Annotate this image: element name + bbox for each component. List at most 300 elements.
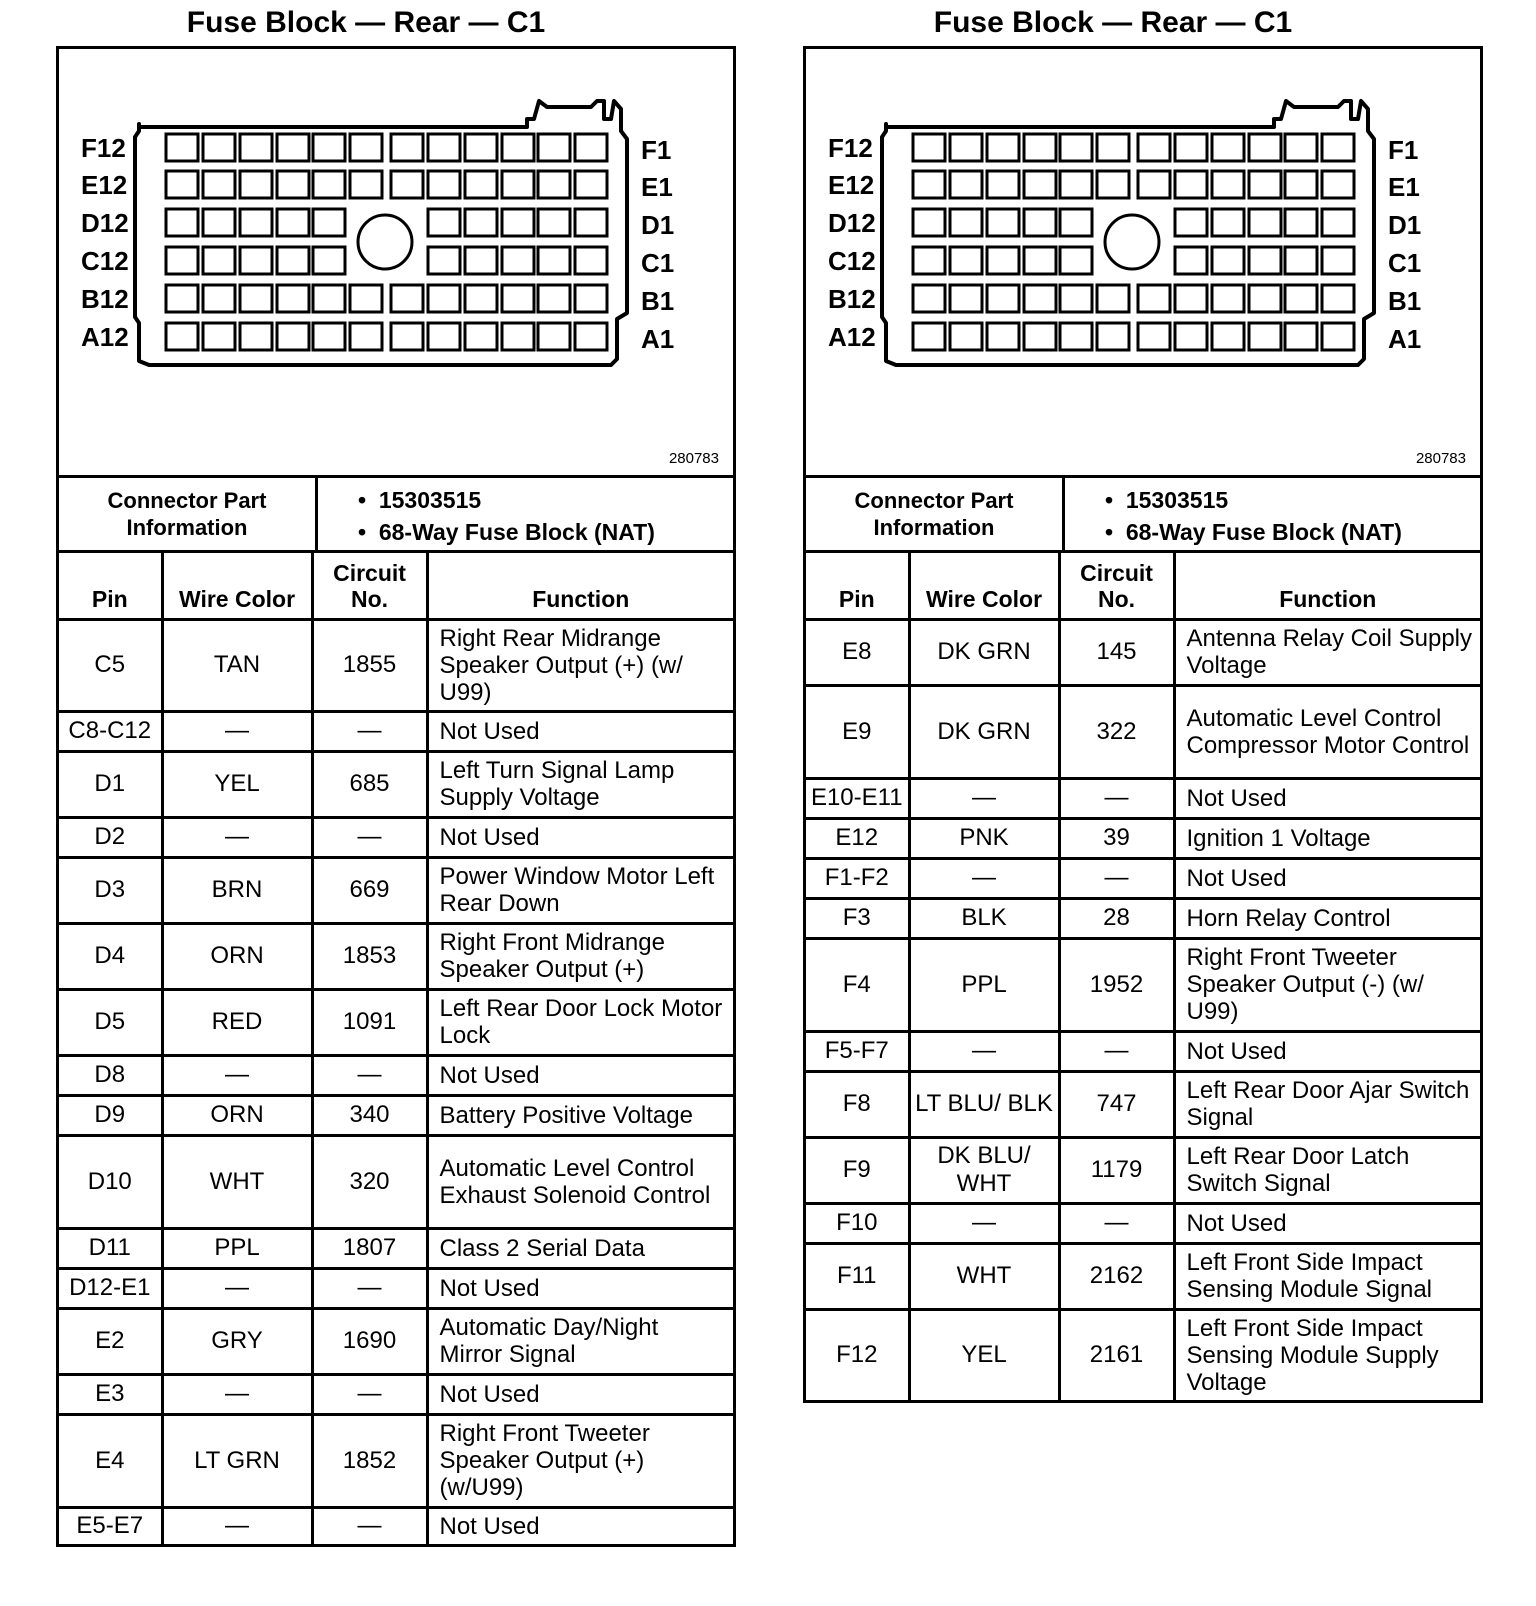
terminal-cavity <box>428 247 460 274</box>
circuit-cell: 747 <box>1059 1071 1174 1137</box>
terminal-cavity <box>1322 323 1354 350</box>
part-number: • 15303515 <box>1105 487 1229 513</box>
function-cell: Left Front Side Impact Sensing Module Signal <box>1174 1243 1480 1309</box>
wire-color-cell: LT BLU/ BLK <box>909 1071 1059 1137</box>
pin-cell: F5-F7 <box>806 1031 909 1071</box>
circuit-cell: — <box>1059 1031 1174 1071</box>
terminal-cavity <box>1060 323 1092 350</box>
terminal-cavity <box>1285 171 1317 198</box>
terminal-cavity <box>428 134 460 161</box>
terminal-cavity <box>1322 134 1354 161</box>
table-row <box>806 938 1480 1031</box>
terminal-cavity <box>203 285 235 312</box>
table-row <box>806 818 1480 858</box>
terminal-cavity <box>1175 171 1207 198</box>
terminal-cavity <box>502 171 534 198</box>
circuit-cell: — <box>1059 858 1174 898</box>
col-header-circuit-no: Circuit No. <box>312 553 427 619</box>
terminal-cavity <box>465 134 497 161</box>
connector-info-label: Connector Part Information <box>59 478 318 550</box>
row-label-left: A12 <box>81 322 129 352</box>
terminal-cavity <box>950 323 982 350</box>
terminal-cavity <box>1212 323 1244 350</box>
connector-face-drawing <box>806 49 1480 475</box>
circuit-cell: 1690 <box>312 1308 427 1374</box>
pin-cell: D2 <box>59 817 162 857</box>
connector-diagram <box>806 49 1480 478</box>
table-row <box>806 1031 1480 1071</box>
terminal-cavity <box>1322 171 1354 198</box>
pin-cell: E10-E11 <box>806 778 909 818</box>
function-cell: Left Rear Door Latch Switch Signal <box>1174 1137 1480 1203</box>
wire-color-cell: ORN <box>162 1095 312 1135</box>
terminal-cavity <box>913 171 945 198</box>
circuit-cell: 685 <box>312 751 427 817</box>
pinout-table <box>806 553 1480 1400</box>
row-label-right: E1 <box>641 172 673 202</box>
terminal-cavity <box>1024 134 1056 161</box>
table-row <box>59 989 733 1055</box>
col-header-pin: Pin <box>806 553 909 619</box>
part-description: • 68-Way Fuse Block (NAT) <box>358 519 655 545</box>
circuit-cell: — <box>312 1055 427 1095</box>
wire-color-cell: — <box>162 711 312 751</box>
function-cell: Not Used <box>1174 778 1480 818</box>
row-label-left: F12 <box>81 133 126 163</box>
wire-color-cell: ORN <box>162 923 312 989</box>
pin-cell: D8 <box>59 1055 162 1095</box>
terminal-cavity <box>502 134 534 161</box>
wire-color-cell: — <box>909 1203 1059 1243</box>
function-cell: Right Front Tweeter Speaker Output (-) (w/ U99) <box>1174 938 1480 1031</box>
pinout-table <box>59 553 733 1544</box>
terminal-cavity <box>313 285 345 312</box>
terminal-cavity <box>502 285 534 312</box>
wire-color-cell: — <box>162 1507 312 1544</box>
function-cell: Left Rear Door Ajar Switch Signal <box>1174 1071 1480 1137</box>
row-label-right: A1 <box>641 324 675 354</box>
terminal-cavity <box>428 209 460 236</box>
pin-cell: D10 <box>59 1135 162 1228</box>
terminal-cavity <box>1060 209 1092 236</box>
row-label-right: F1 <box>1388 135 1419 165</box>
terminal-cavity <box>391 171 423 198</box>
wire-color-cell: — <box>162 1374 312 1414</box>
pin-cell: D3 <box>59 857 162 923</box>
wire-color-cell: — <box>909 1031 1059 1071</box>
row-label-right: B1 <box>1388 286 1422 316</box>
terminal-cavity <box>1249 134 1281 161</box>
wire-color-cell: GRY <box>162 1308 312 1374</box>
terminal-cavity <box>166 209 198 236</box>
terminal-cavity <box>1285 323 1317 350</box>
terminal-cavity <box>350 171 382 198</box>
terminal-cavity <box>538 209 570 236</box>
table-row <box>806 619 1480 685</box>
table-row <box>806 1137 1480 1203</box>
terminal-cavity <box>575 171 607 198</box>
terminal-cavity <box>313 323 345 350</box>
connector-panel-right <box>803 0 1483 1403</box>
terminal-cavity <box>277 209 309 236</box>
terminal-cavity <box>913 134 945 161</box>
function-cell: Left Turn Signal Lamp Supply Voltage <box>427 751 733 817</box>
terminal-cavity <box>350 323 382 350</box>
wire-color-cell: — <box>909 778 1059 818</box>
function-cell: Power Window Motor Left Rear Down <box>427 857 733 923</box>
pin-cell: F9 <box>806 1137 909 1203</box>
terminal-cavity <box>1138 285 1170 312</box>
row-label-left: E12 <box>828 170 875 200</box>
terminal-cavity <box>1060 171 1092 198</box>
col-header-pin: Pin <box>59 553 162 619</box>
table-row <box>59 1507 733 1544</box>
terminal-cavity <box>1322 209 1354 236</box>
terminal-cavity <box>465 171 497 198</box>
terminal-cavity <box>240 134 272 161</box>
table-row <box>806 685 1480 778</box>
terminal-cavity <box>166 285 198 312</box>
circuit-cell: — <box>312 1374 427 1414</box>
terminal-cavity <box>1212 171 1244 198</box>
function-cell: Not Used <box>427 1268 733 1308</box>
col-header-wire-color: Wire Color <box>162 553 312 619</box>
connector-info-label: Connector Part Information <box>806 478 1065 550</box>
terminal-cavity <box>1249 285 1281 312</box>
wire-color-cell: BRN <box>162 857 312 923</box>
pin-cell: E3 <box>59 1374 162 1414</box>
terminal-cavity <box>277 134 309 161</box>
terminal-cavity <box>277 323 309 350</box>
terminal-cavity <box>1024 285 1056 312</box>
terminal-cavity <box>1249 209 1281 236</box>
pin-cell: F3 <box>806 898 909 938</box>
table-row <box>59 1374 733 1414</box>
function-cell: Not Used <box>427 1055 733 1095</box>
terminal-cavity <box>950 171 982 198</box>
pin-cell: F11 <box>806 1243 909 1309</box>
table-row <box>59 711 733 751</box>
table-row <box>59 1268 733 1308</box>
circuit-cell: 1952 <box>1059 938 1174 1031</box>
table-row <box>59 751 733 817</box>
row-label-left: B12 <box>828 284 876 314</box>
row-label-left: E12 <box>81 170 128 200</box>
connector-part-info <box>806 478 1480 553</box>
circuit-cell: 2161 <box>1059 1309 1174 1400</box>
circuit-cell: 28 <box>1059 898 1174 938</box>
terminal-cavity <box>465 209 497 236</box>
pin-cell: C8-C12 <box>59 711 162 751</box>
circuit-cell: — <box>312 1507 427 1544</box>
connector-diagram <box>59 49 733 478</box>
part-number: • 15303515 <box>358 487 482 513</box>
terminal-cavity <box>913 209 945 236</box>
wire-color-cell: DK BLU/ WHT <box>909 1137 1059 1203</box>
pin-cell: D5 <box>59 989 162 1055</box>
pin-cell: E2 <box>59 1308 162 1374</box>
terminal-cavity <box>987 285 1019 312</box>
panel-frame <box>803 46 1483 1403</box>
terminal-cavity <box>203 134 235 161</box>
terminal-cavity <box>1322 247 1354 274</box>
function-cell: Not Used <box>427 1374 733 1414</box>
terminal-cavity <box>313 209 345 236</box>
function-cell: Right Front Tweeter Speaker Output (+) (w/U99) <box>427 1414 733 1507</box>
terminal-cavity <box>313 247 345 274</box>
terminal-cavity <box>1060 247 1092 274</box>
terminal-cavity <box>1175 285 1207 312</box>
row-label-left: F12 <box>828 133 873 163</box>
terminal-cavity <box>1249 247 1281 274</box>
terminal-cavity <box>240 247 272 274</box>
terminal-cavity <box>203 171 235 198</box>
table-row <box>59 1095 733 1135</box>
circuit-cell: 1855 <box>312 619 427 711</box>
terminal-cavity <box>1097 323 1129 350</box>
terminal-cavity <box>240 209 272 236</box>
terminal-cavity <box>1024 171 1056 198</box>
terminal-cavity <box>575 134 607 161</box>
table-row <box>59 1228 733 1268</box>
wire-color-cell: — <box>162 1055 312 1095</box>
terminal-cavity <box>1024 247 1056 274</box>
row-label-right: B1 <box>641 286 675 316</box>
terminal-cavity <box>950 285 982 312</box>
terminal-cavity <box>575 247 607 274</box>
pin-cell: D4 <box>59 923 162 989</box>
terminal-cavity <box>166 134 198 161</box>
terminal-cavity <box>240 323 272 350</box>
pin-cell: D1 <box>59 751 162 817</box>
pin-cell: D12-E1 <box>59 1268 162 1308</box>
terminal-cavity <box>913 323 945 350</box>
terminal-cavity <box>538 285 570 312</box>
terminal-cavity <box>538 171 570 198</box>
center-hole <box>358 215 412 269</box>
col-header-wire-color: Wire Color <box>909 553 1059 619</box>
function-cell: Automatic Level Control Exhaust Solenoid Control <box>427 1135 733 1228</box>
pin-cell: F8 <box>806 1071 909 1137</box>
function-cell: Automatic Day/Night Mirror Signal <box>427 1308 733 1374</box>
function-cell: Left Rear Door Lock Motor Lock <box>427 989 733 1055</box>
wire-color-cell: — <box>162 817 312 857</box>
function-cell: Not Used <box>1174 858 1480 898</box>
pin-cell: F10 <box>806 1203 909 1243</box>
terminal-cavity <box>1097 171 1129 198</box>
circuit-cell: 145 <box>1059 619 1174 685</box>
terminal-cavity <box>1060 285 1092 312</box>
terminal-cavity <box>575 323 607 350</box>
terminal-cavity <box>950 209 982 236</box>
terminal-cavity <box>1212 209 1244 236</box>
terminal-cavity <box>465 323 497 350</box>
circuit-cell: 39 <box>1059 818 1174 858</box>
terminal-cavity <box>1024 209 1056 236</box>
table-row <box>806 1071 1480 1137</box>
terminal-cavity <box>350 285 382 312</box>
circuit-cell: 1852 <box>312 1414 427 1507</box>
terminal-cavity <box>277 247 309 274</box>
function-cell: Not Used <box>1174 1031 1480 1071</box>
terminal-cavity <box>575 285 607 312</box>
row-label-left: B12 <box>81 284 129 314</box>
table-row <box>806 1243 1480 1309</box>
connector-part-info <box>59 478 733 553</box>
terminal-cavity <box>166 171 198 198</box>
terminal-cavity <box>277 171 309 198</box>
pin-cell: F4 <box>806 938 909 1031</box>
terminal-cavity <box>987 323 1019 350</box>
terminal-cavity <box>277 285 309 312</box>
function-cell: Not Used <box>427 711 733 751</box>
row-label-right: F1 <box>641 135 672 165</box>
wire-color-cell: LT GRN <box>162 1414 312 1507</box>
terminal-cavity <box>1175 247 1207 274</box>
pin-cell: E9 <box>806 685 909 778</box>
circuit-cell: — <box>312 711 427 751</box>
wire-color-cell: PNK <box>909 818 1059 858</box>
pin-cell: E4 <box>59 1414 162 1507</box>
terminal-cavity <box>502 209 534 236</box>
row-label-left: C12 <box>81 246 129 276</box>
row-label-left: D12 <box>81 208 129 238</box>
circuit-cell: — <box>312 817 427 857</box>
circuit-cell: 340 <box>312 1095 427 1135</box>
wire-color-cell: — <box>162 1268 312 1308</box>
part-description: • 68-Way Fuse Block (NAT) <box>1105 519 1402 545</box>
row-label-left: A12 <box>828 322 876 352</box>
terminal-cavity <box>203 323 235 350</box>
terminal-cavity <box>1285 285 1317 312</box>
row-label-left: D12 <box>828 208 876 238</box>
terminal-cavity <box>913 247 945 274</box>
terminal-cavity <box>538 134 570 161</box>
wire-color-cell: DK GRN <box>909 619 1059 685</box>
wire-color-cell: YEL <box>909 1309 1059 1400</box>
table-row <box>59 1414 733 1507</box>
terminal-cavity <box>428 323 460 350</box>
table-row <box>59 817 733 857</box>
connector-panel-left <box>56 0 736 1547</box>
diagram-ref-number: 280783 <box>1415 450 1466 467</box>
terminal-cavity <box>1212 134 1244 161</box>
circuit-cell: 1853 <box>312 923 427 989</box>
terminal-cavity <box>391 134 423 161</box>
terminal-cavity <box>1212 285 1244 312</box>
terminal-cavity <box>1024 323 1056 350</box>
wire-color-cell: PPL <box>162 1228 312 1268</box>
wire-color-cell: DK GRN <box>909 685 1059 778</box>
terminal-cavity <box>950 134 982 161</box>
pin-cell: F1-F2 <box>806 858 909 898</box>
circuit-cell: — <box>312 1268 427 1308</box>
panel-frame <box>56 46 736 1547</box>
terminal-cavity <box>987 171 1019 198</box>
function-cell: Not Used <box>427 817 733 857</box>
wire-color-cell: RED <box>162 989 312 1055</box>
row-label-right: E1 <box>1388 172 1420 202</box>
function-cell: Class 2 Serial Data <box>427 1228 733 1268</box>
terminal-cavity <box>987 134 1019 161</box>
terminal-cavity <box>240 171 272 198</box>
pin-cell: C5 <box>59 619 162 711</box>
table-row <box>59 619 733 711</box>
terminal-cavity <box>166 247 198 274</box>
function-cell: Right Rear Midrange Speaker Output (+) (w/ U99) <box>427 619 733 711</box>
terminal-cavity <box>313 134 345 161</box>
terminal-cavity <box>1285 209 1317 236</box>
terminal-cavity <box>166 323 198 350</box>
terminal-cavity <box>1285 247 1317 274</box>
terminal-cavity <box>203 209 235 236</box>
table-row <box>806 1309 1480 1400</box>
terminal-cavity <box>538 323 570 350</box>
wire-color-cell: TAN <box>162 619 312 711</box>
pin-cell: D9 <box>59 1095 162 1135</box>
terminal-cavity <box>391 323 423 350</box>
panel-title: Fuse Block — Rear — C1 <box>186 6 546 39</box>
center-hole <box>1105 215 1159 269</box>
wire-color-cell: PPL <box>909 938 1059 1031</box>
function-cell: Not Used <box>427 1507 733 1544</box>
terminal-cavity <box>502 247 534 274</box>
terminal-cavity <box>913 285 945 312</box>
pin-cell: E12 <box>806 818 909 858</box>
table-row <box>59 923 733 989</box>
row-label-right: D1 <box>641 210 675 240</box>
row-label-left: C12 <box>828 246 876 276</box>
terminal-cavity <box>1097 134 1129 161</box>
row-label-right: C1 <box>1388 248 1422 278</box>
terminal-cavity <box>1212 247 1244 274</box>
panel-title: Fuse Block — Rear — C1 <box>933 6 1293 39</box>
circuit-cell: 1179 <box>1059 1137 1174 1203</box>
function-cell: Ignition 1 Voltage <box>1174 818 1480 858</box>
row-label-right: A1 <box>1388 324 1422 354</box>
terminal-cavity <box>987 247 1019 274</box>
terminal-cavity <box>1138 171 1170 198</box>
circuit-cell: 320 <box>312 1135 427 1228</box>
terminal-cavity <box>1138 323 1170 350</box>
pin-cell: D11 <box>59 1228 162 1268</box>
terminal-cavity <box>1322 285 1354 312</box>
terminal-cavity <box>1249 171 1281 198</box>
circuit-cell: 322 <box>1059 685 1174 778</box>
circuit-cell: 2162 <box>1059 1243 1174 1309</box>
col-header-function: Function <box>1174 553 1480 619</box>
terminal-cavity <box>1285 134 1317 161</box>
terminal-cavity <box>428 171 460 198</box>
table-row <box>806 1203 1480 1243</box>
pin-cell: E8 <box>806 619 909 685</box>
terminal-cavity <box>1060 134 1092 161</box>
terminal-cavity <box>1097 285 1129 312</box>
function-cell: Battery Positive Voltage <box>427 1095 733 1135</box>
terminal-cavity <box>987 209 1019 236</box>
terminal-cavity <box>240 285 272 312</box>
terminal-cavity <box>465 285 497 312</box>
terminal-cavity <box>575 209 607 236</box>
col-header-function: Function <box>427 553 733 619</box>
table-row <box>59 1308 733 1374</box>
wire-color-cell: — <box>909 858 1059 898</box>
circuit-cell: 669 <box>312 857 427 923</box>
wire-color-cell: WHT <box>909 1243 1059 1309</box>
row-label-right: C1 <box>641 248 675 278</box>
pin-cell: E5-E7 <box>59 1507 162 1544</box>
wire-color-cell: BLK <box>909 898 1059 938</box>
